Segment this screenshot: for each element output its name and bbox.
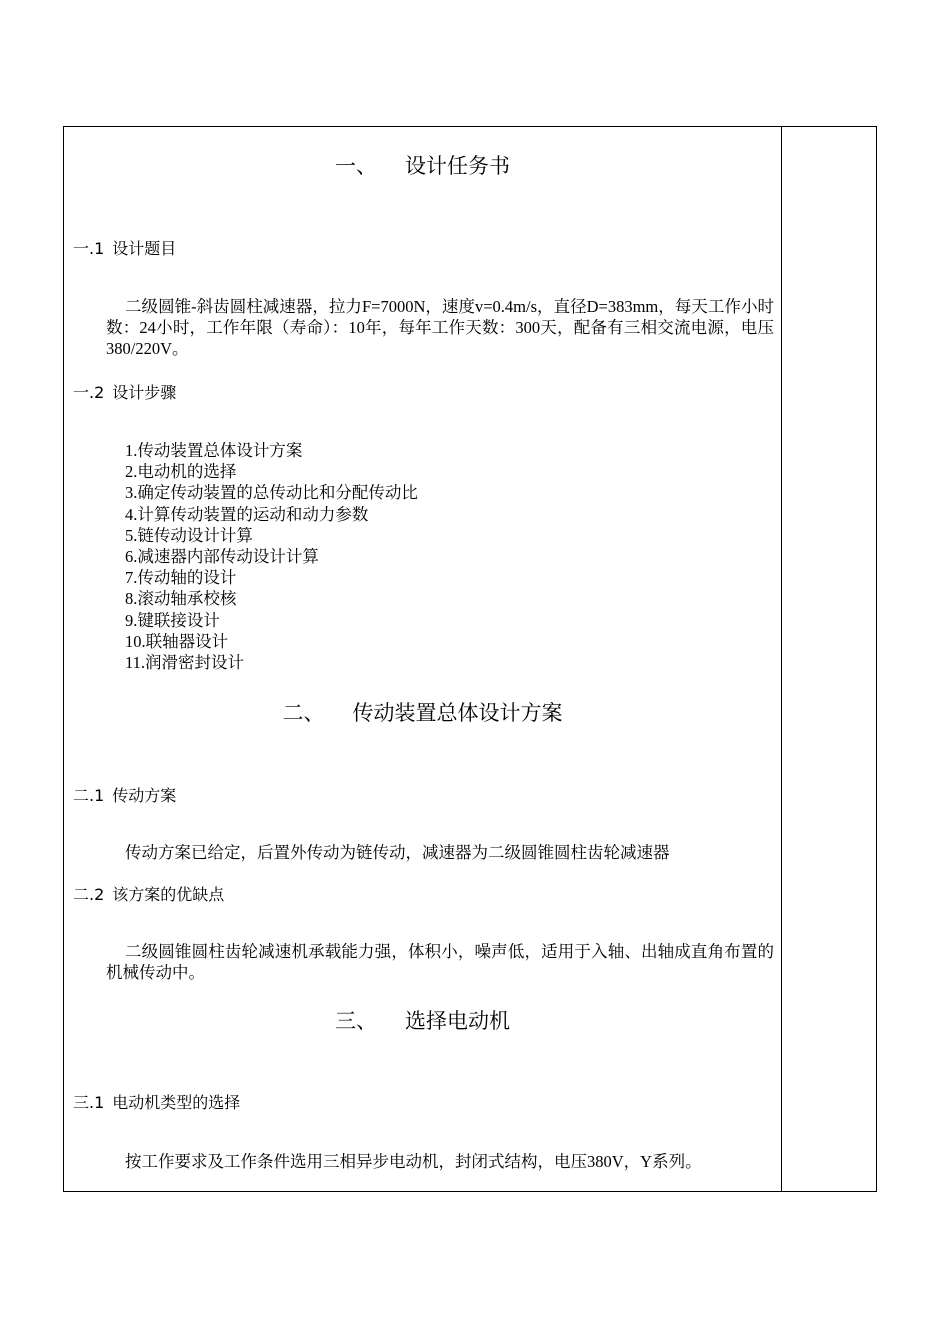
motor-type-paragraph: 按工作要求及工作条件选用三相异步电动机，封闭式结构，电压380V，Y系列。 (125, 1152, 702, 1171)
subsection-heading-2-2: 二.2 该方案的优缺点 (73, 885, 225, 904)
list-item: 7.传动轴的设计 (125, 568, 237, 588)
list-item: 2.电动机的选择 (125, 462, 237, 482)
subsection-heading-3-1: 三.1 电动机类型的选择 (73, 1093, 241, 1112)
list-item: 10.联轴器设计 (125, 631, 229, 651)
transmission-scheme-paragraph: 传动方案已给定，后置外传动为链传动，减速器为二级圆锥圆柱齿轮减速器 (125, 843, 670, 862)
list-item: 8.滚动轴承校核 (125, 589, 237, 609)
list-item: 6.减速器内部传动设计计算 (125, 547, 319, 567)
design-topic-paragraph: 二级圆锥-斜齿圆柱减速器，拉力F=7000N，速度v=0.4m/s，直径D=383mm，每天工作小时数：24小时，工作年限（寿命）：10年，每年工作天数：300天，配备有三相交流电源，电压380/220V。 (106, 297, 774, 358)
list-item: 9.键联接设计 (125, 610, 220, 630)
section-heading-1: 一、 设计任务书 (335, 154, 510, 178)
list-item: 4.计算传动装置的运动和动力参数 (125, 504, 369, 524)
subsection-heading-1-2: 一.2 设计步骤 (73, 383, 177, 402)
subsection-heading-1-1: 一.1 设计题目 (73, 239, 177, 258)
list-item: 11.润滑密封设计 (125, 653, 245, 673)
section-heading-3: 三、 选择电动机 (335, 1009, 510, 1033)
subsection-heading-2-1: 二.1 传动方案 (73, 786, 177, 805)
list-item: 3.确定传动装置的总传动比和分配传动比 (125, 483, 418, 503)
design-steps-list (125, 440, 418, 673)
margin-column-divider (781, 126, 782, 1192)
scheme-pros-cons-paragraph: 二级圆锥圆柱齿轮减速机承载能力强，体积小，噪声低，适用于入轴、出轴成直角布置的机械传动中。 (106, 942, 774, 982)
list-item: 5.链传动设计计算 (125, 525, 253, 545)
section-heading-2: 二、 传动装置总体设计方案 (282, 701, 563, 725)
list-item: 1.传动装置总体设计方案 (125, 441, 303, 460)
